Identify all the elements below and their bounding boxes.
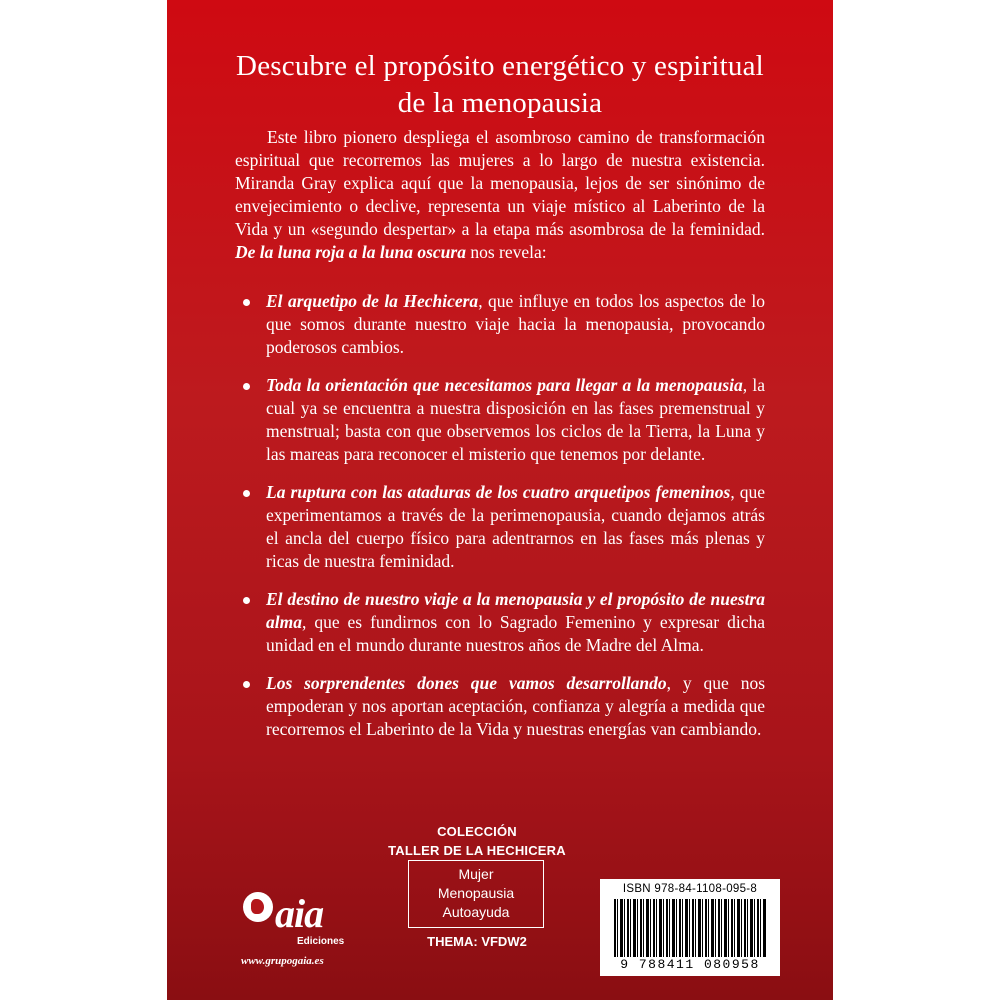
list-item [235, 588, 765, 657]
barcode-bars [614, 899, 766, 957]
list-item [235, 374, 765, 466]
intro-paragraph [235, 126, 765, 264]
bullet-lead: Los sorprendentes dones que vamos desarrollando [266, 673, 667, 693]
headline [167, 48, 833, 122]
logo-word: aia [275, 891, 324, 936]
topic-item: Mujer [458, 866, 494, 882]
bullet-text: , que es fundirnos con lo Sagrado Femenino y expresar dicha unidad en el mundo durante nuestros años de Madre del Alma. [266, 612, 765, 655]
headline-line-1: Descubre el propósito energético y espiritual [236, 50, 764, 82]
bullet-lead: El destino de nuestro viaje a la menopausia y el propósito de nuestra alma [266, 589, 765, 632]
collection-name: TALLER DE LA HECHICERA [388, 843, 566, 858]
bullet-dot [243, 299, 250, 306]
headline-line-2: de la menopausia [397, 87, 603, 119]
list-item [235, 481, 765, 573]
bullet-text: , la cual ya se encuentra a nuestra disposición en las fases premenstrual y menstrual; basta con que observemos los ciclos de la Tierra, la Luna y las mareas para reconocer el misterio que tenemos por delante. [266, 375, 765, 464]
bullet-text: , y que nos empoderan y nos aportan aceptación, confianza y alegría a medida que recorremos el Laberinto de la Vida y nuestras energías van cambiando. [266, 673, 766, 739]
collection-heading [362, 822, 592, 860]
logo-subtitle: Ediciones [297, 936, 345, 947]
bullet-dot [243, 490, 250, 497]
bullet-list [235, 290, 765, 756]
isbn-barcode [600, 879, 780, 976]
thema-code: THEMA: VFDW2 [427, 934, 527, 949]
intro-tail: nos revela: [465, 242, 547, 262]
topic-item: Autoayuda [442, 904, 510, 920]
barcode-digits: 9 788411 080958 [620, 957, 760, 972]
bullet-text: , que experimentamos a través de la perimenopausia, cuando dejamos atrás el ancla del cuerpo físico para adentrarnos en las fases más plenas y ricas de nuestra feminidad. [266, 482, 765, 571]
bullet-lead: La ruptura con las ataduras de los cuatro arquetipos femeninos [266, 482, 731, 502]
bullet-dot [243, 383, 250, 390]
book-title: De la luna roja a la luna oscura [235, 242, 466, 262]
back-cover [167, 0, 833, 1000]
bullet-lead: Toda la orientación que necesitamos para llegar a la menopausia [266, 375, 743, 395]
collection-label: COLECCIÓN [437, 824, 517, 839]
list-item [235, 290, 765, 359]
topic-item: Menopausia [437, 885, 515, 901]
globe-icon [243, 892, 273, 922]
bullet-text: , que influye en todos los aspectos de lo que somos durante nuestro viaje hacia la menopausia, provocando poderosos cambios. [266, 291, 765, 357]
topics-box [408, 860, 544, 928]
publisher-logo [227, 870, 367, 970]
bullet-lead: El arquetipo de la Hechicera [266, 291, 479, 311]
intro-text: Este libro pionero despliega el asombroso camino de transformación espiritual que recorremos las mujeres a lo largo de nuestra existencia. Miranda Gray explica aquí que la menopausia, lejos de ser sinónimo de envejecimiento o declive, representa un viaje místico al Laberinto de la Vida y un «segundo despertar» a la etapa más asombrosa de la feminidad. [235, 127, 765, 239]
publisher-website: www.grupogaia.es [241, 955, 324, 967]
bullet-dot [243, 597, 250, 604]
isbn-label: ISBN 978-84-1108-095-8 [622, 883, 758, 895]
bullet-dot [243, 681, 250, 688]
list-item [235, 672, 765, 741]
